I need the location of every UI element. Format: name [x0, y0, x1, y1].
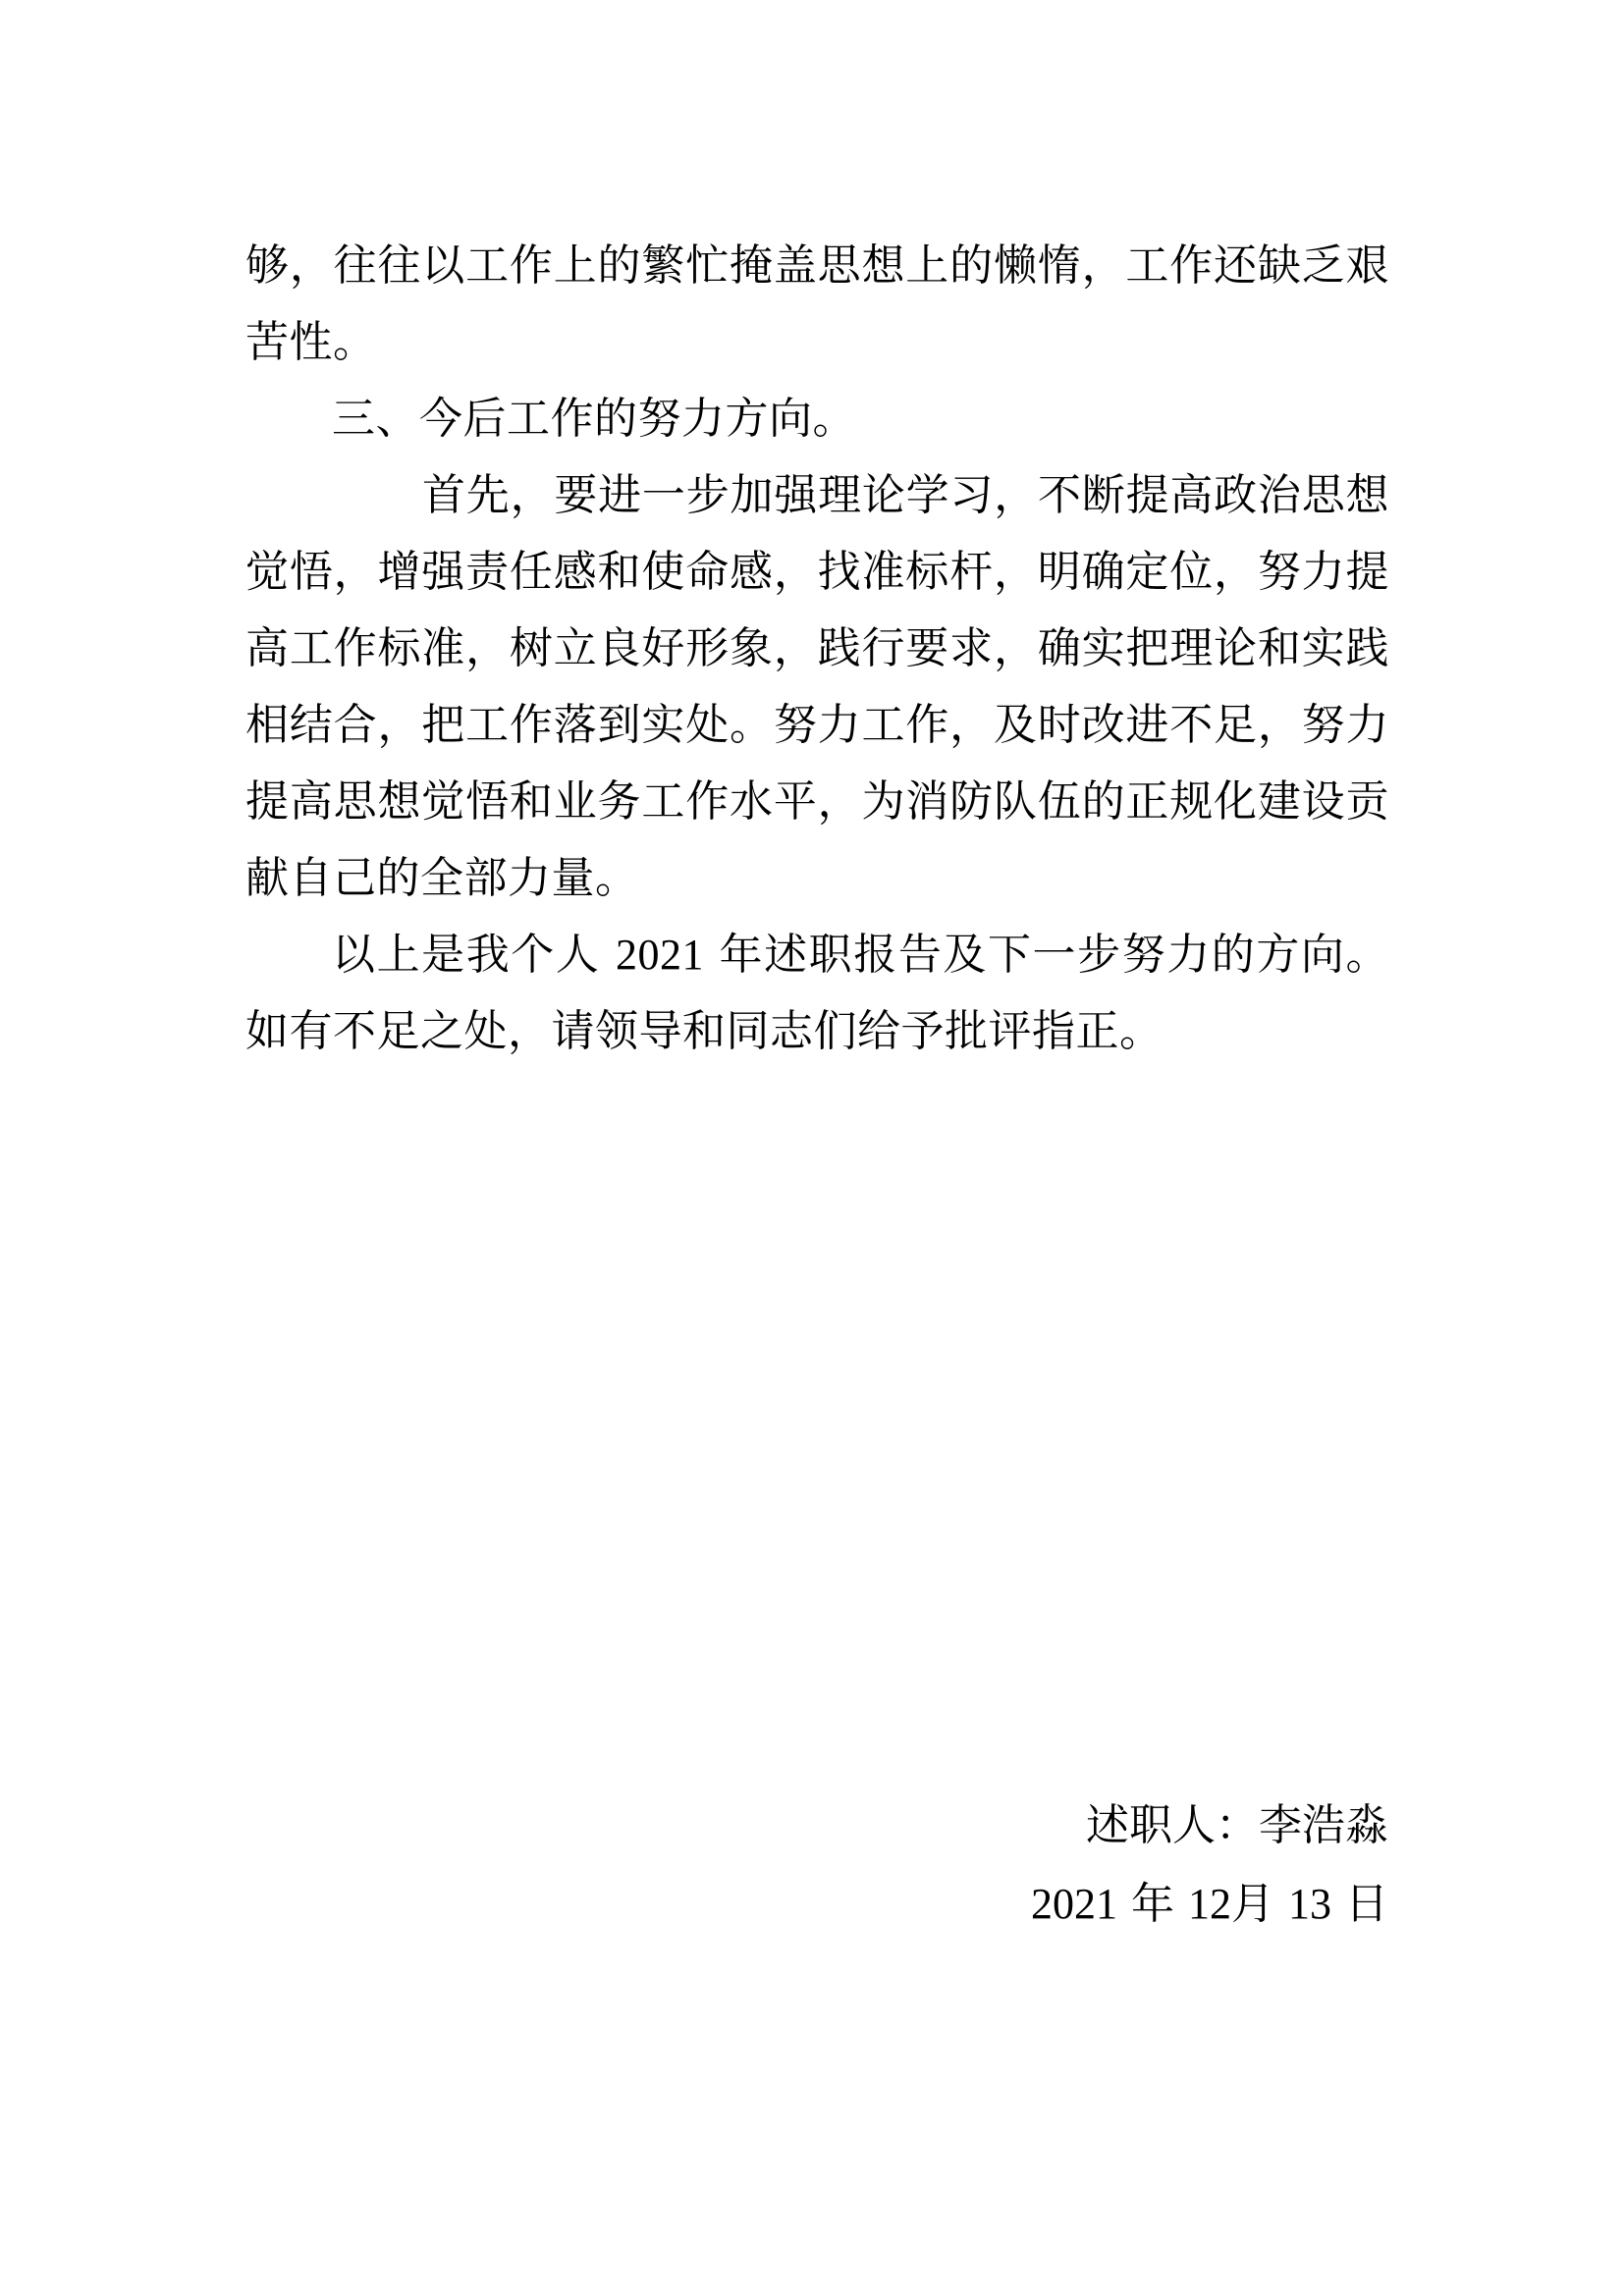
paragraph-closing [245, 917, 1389, 1070]
date-month: 12 [1188, 1880, 1231, 1928]
closing-text-before-year: 以上是我个人 [332, 930, 601, 980]
signatory-line: 述职人：李浩淼 [1086, 1800, 1388, 1850]
date-year: 2021 [1031, 1880, 1117, 1928]
signature-block [1031, 1787, 1388, 1944]
date-day-unit: 日 [1345, 1879, 1388, 1929]
closing-text-after-year: 年述职报告及下一步努力的方向。如有不足之处，请领导和同志们给予批评指正。 [245, 930, 1390, 1056]
signature-date [1031, 1865, 1388, 1944]
paragraph-continuation: 够，往往以工作上的繁忙掩盖思想上的懒惰，工作还缺乏艰苦性。 [245, 240, 1389, 367]
date-month-unit: 月 [1231, 1879, 1274, 1929]
closing-year: 2021 [615, 931, 704, 979]
section-heading-future-direction: 三、今后工作的努力方向。 [332, 394, 856, 444]
paragraph-first-measures: 首先，要进一步加强理论学习，不断提高政治思想觉悟，增强责任感和使命感，找准标杆，明确定位，努力提高工作标准，树立良好形象，践行要求，确实把理论和实践相结合，把工作落到实处。努力工作，及时改进不足，努力提高思想觉悟和业务工作水平，为消防队伍的正规化建设贡献自己的全部力量。 [245, 470, 1389, 903]
date-year-unit: 年 [1131, 1879, 1174, 1929]
date-day: 13 [1288, 1880, 1331, 1928]
document-body [245, 228, 1389, 1070]
